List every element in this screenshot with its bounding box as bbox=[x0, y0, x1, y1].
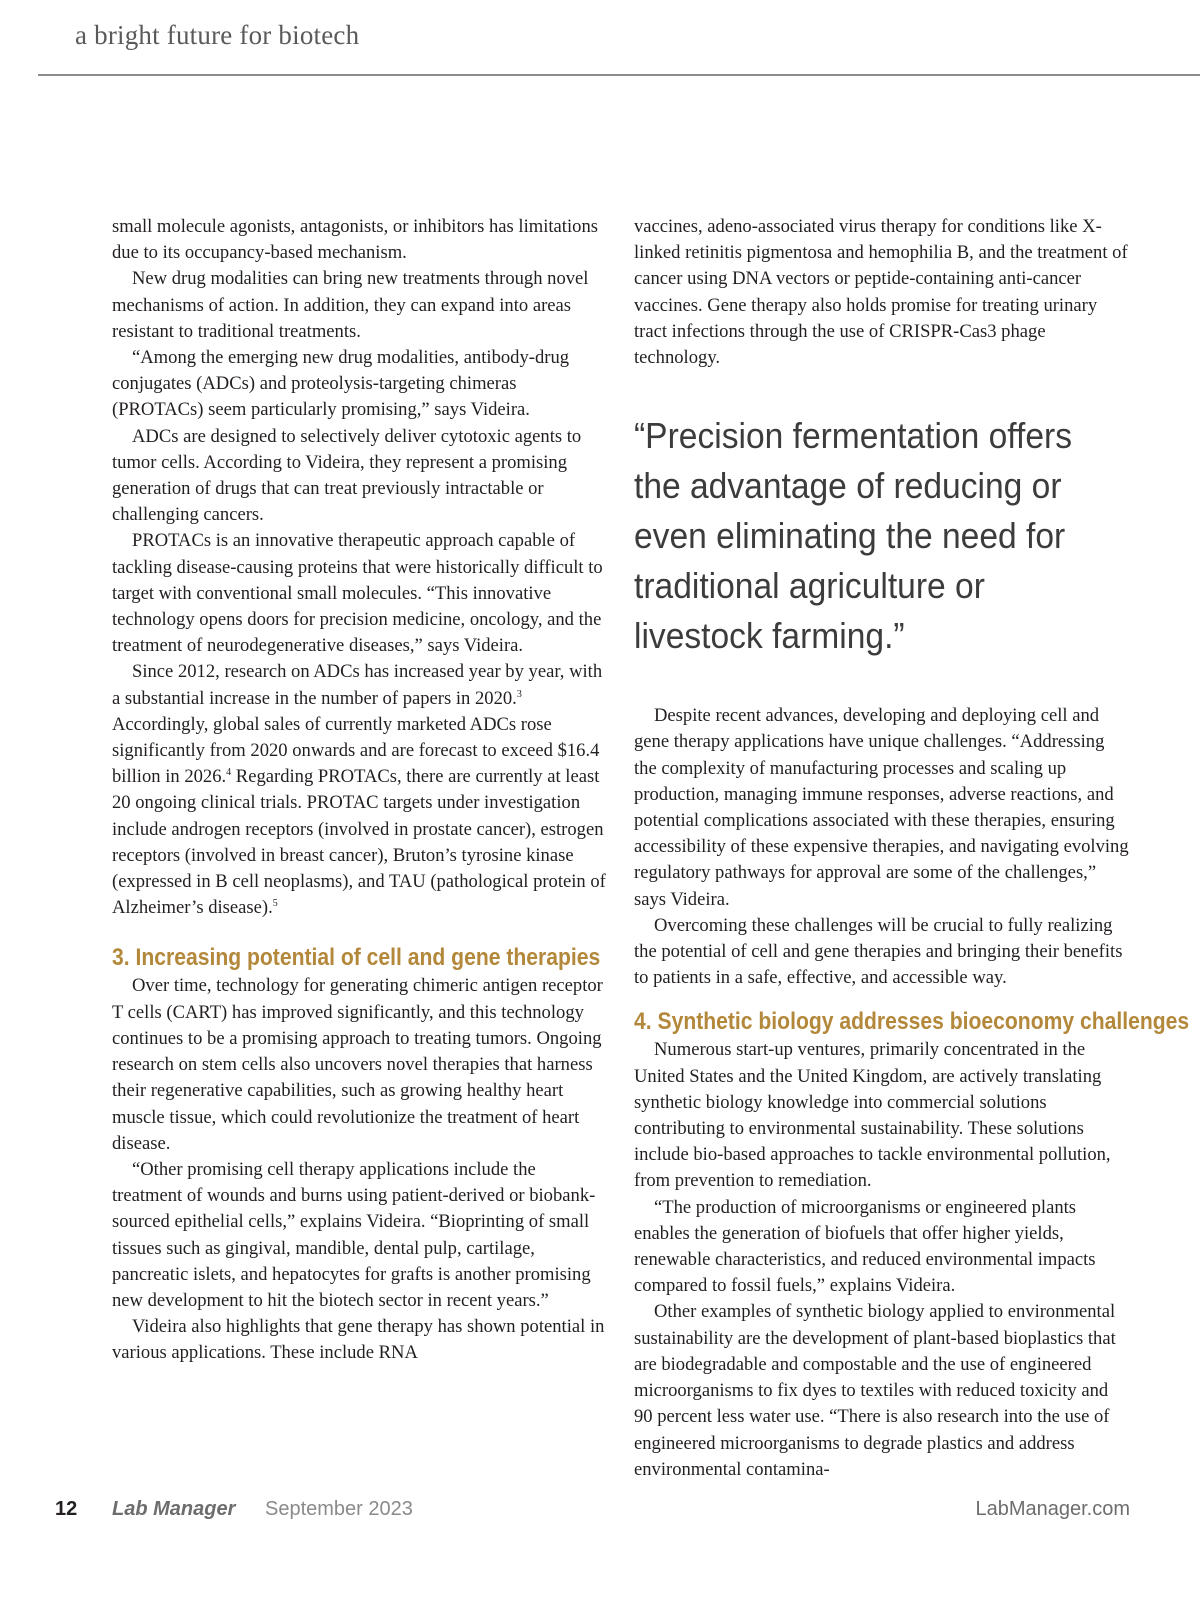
section-heading-4: 4. Synthetic biology addresses bioeconomy challenges bbox=[634, 1008, 1190, 1036]
paragraph-adc-research bbox=[112, 659, 608, 921]
section-heading-3: 3. Increasing potential of cell and gene therapies bbox=[112, 944, 601, 972]
paragraph: Videira also highlights that gene therapy has shown potential in various applications. These include RNA bbox=[112, 1316, 605, 1364]
paragraph: “Other promising cell therapy applications include the treatment of wounds and burns using patient-derived or biobank-sourced epithelial cells,” explains Videira. “Bioprinting of small tissues such as gingival, mandible, dental pulp, cartilage, pancreatic islets, and hepatocytes for grafts is another promising new development to hit the biotech sector in recent years.” bbox=[112, 1158, 596, 1311]
magazine-brand: Lab Manager bbox=[112, 1498, 236, 1520]
page-number: 12 bbox=[55, 1498, 78, 1520]
paragraph-text: Since 2012, research on ADCs has increased year by year, with a substantial increase in the number of papers in 2020. bbox=[112, 661, 603, 709]
paragraph-text: Regarding PROTACs, there are currently at least 20 ongoing clinical trials. PROTAC targets under investigation include androgen receptors (involved in prostate cancer), estrogen receptors (involved in breast cancer), Bruton’s tyrosine kinase (expressed in B cell neoplasms), and TAU (pathological protein of Alzheimer’s disease). bbox=[112, 766, 606, 919]
running-title: a bright future for biotech bbox=[75, 20, 360, 50]
paragraph: Other examples of synthetic biology applied to environmental sustainability are the development of plant-based bioplastics that are biodegradable and compostable and the use of engineered microorganisms to fix dyes to textiles with reduced toxicity and 90 percent less water use. “There is also research into the use of engineered microorganisms to degrade plastics and address environmental contamina- bbox=[634, 1301, 1116, 1480]
paragraph: ADCs are designed to selectively deliver cytotoxic agents to tumor cells. According to Videira, they represent a promising generation of drugs that can treat previously intractable or challenging cancers. bbox=[112, 425, 582, 526]
header-divider bbox=[38, 74, 1200, 76]
paragraph: New drug modalities can bring new treatments through novel mechanisms of action. In addition, they can expand into areas resistant to traditional treatments. bbox=[112, 268, 589, 342]
reference-marker: 5 bbox=[272, 898, 278, 910]
paragraph: Overcoming these challenges will be crucial to fully realizing the potential of cell and gene therapies and bringing their benefits to patients in a safe, effective, and accessible way. bbox=[634, 914, 1123, 989]
paragraph: Numerous start-up ventures, primarily concentrated in the United States and the United Kingdom, are actively translating synthetic biology knowledge into commercial solutions contributing to environmental sustainability. These solutions include bio-based approaches to tackle environmental pollution, from prevention to remediation. bbox=[634, 1039, 1111, 1192]
paragraph: PROTACs is an innovative therapeutic approach capable of tackling disease-causing proteins that were historically difficult to target with conventional small molecules. “This innovative technology opens doors for precision medicine, oncology, and the treatment of neurodegenerative diseases,” says Videira. bbox=[112, 530, 603, 657]
paragraph: “Among the emerging new drug modalities, antibody-drug conjugates (ADCs) and proteolysis-targeting chimeras (PROTACs) seem particularly promising,” says Videira. bbox=[112, 347, 570, 421]
reference-marker: 4 bbox=[226, 767, 232, 779]
paragraph: Over time, technology for generating chimeric antigen receptor T cells (CART) has improved significantly, and this technology continues to be a promising approach to treating tumors. Ongoing research on stem cells also uncovers novel therapies that harness their regenerative capabilities, such as growing healthy heart muscle tissue, which could revolutionize the treatment of heart disease. bbox=[112, 975, 603, 1154]
paragraph-text: Accordingly, global sales of currently marketed ADCs rose significantly from 2020 onwards and are forecast to exceed $16.4 billion in 2026. bbox=[112, 713, 600, 788]
paragraph: vaccines, adeno-associated virus therapy for conditions like X-linked retinitis pigmentosa and hemophilia B, and the treatment of cancer using DNA vectors or peptide-containing anti-cancer vaccines. Gene therapy also holds promise for treating urinary tract infections through the use of CRISPR-Cas3 phage technology. bbox=[634, 216, 1128, 369]
paragraph: small molecule agonists, antagonists, or inhibitors has limitations due to its occupancy-based mechanism. bbox=[112, 216, 598, 264]
paragraph: “The production of microorganisms or engineered plants enables the generation of biofuels that offer higher yields, renewable characteristics, and reduced environmental impacts compared to fossil fuels,” explains Videira. bbox=[634, 1196, 1096, 1297]
reference-marker: 3 bbox=[516, 688, 522, 700]
pull-quote: “Precision fermentation offers the advantage of reducing or even eliminating the need for traditional agriculture or livestock farming.” bbox=[634, 415, 1072, 657]
right-column bbox=[634, 214, 1190, 1483]
website-url: LabManager.com bbox=[975, 1498, 1130, 1520]
left-column bbox=[112, 214, 608, 1367]
page-footer bbox=[55, 1498, 1130, 1530]
issue-date: September 2023 bbox=[265, 1498, 413, 1520]
paragraph: Despite recent advances, developing and deploying cell and gene therapy applications have unique challenges. “Addressing the complexity of manufacturing processes and scaling up production, managing immune responses, adverse reactions, and potential complications associated with these therapies, ensuring accessibility of these expensive therapies, and navigating evolving regulatory pathways for approval are some of the challenges,” says Videira. bbox=[634, 705, 1129, 910]
